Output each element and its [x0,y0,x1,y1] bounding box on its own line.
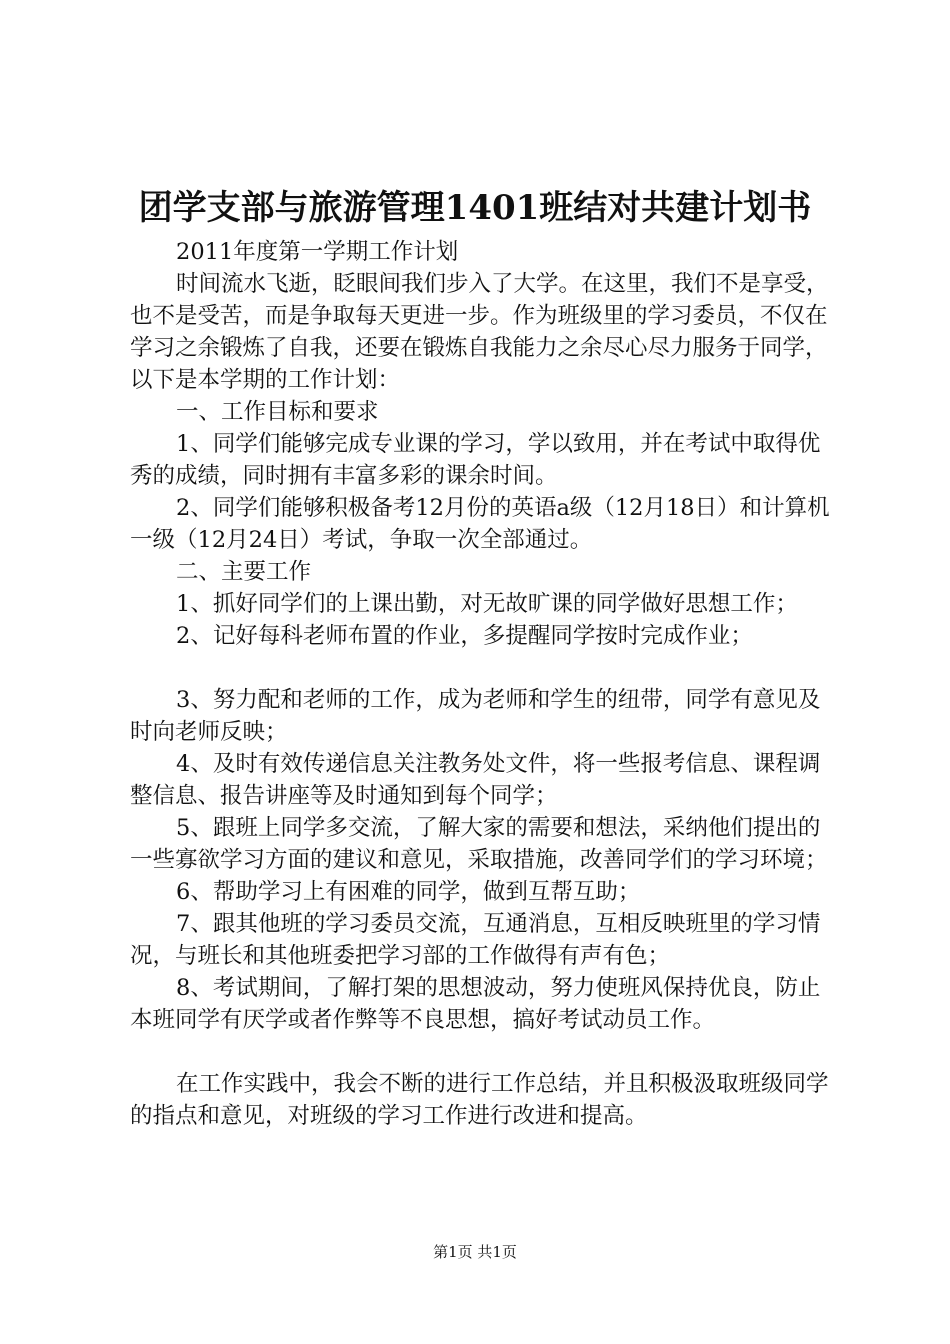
page-footer: 第1页 共1页 [433,1243,517,1261]
paragraph-work-4: 4、及时有效传递信息关注教务处文件，将一些报考信息、课程调整信息、报告讲座等及时通知到每个同学； [130,751,821,809]
heading-goals: 一、工作目标和要求 [176,399,379,425]
paragraph-work-1: 1、抓好同学们的上课出勤，对无故旷课的同学做好思想工作； [176,591,798,617]
document-title: 团学支部与旅游管理1401班结对共建计划书 [138,188,812,228]
paragraph-goal-1: 1、同学们能够完成专业课的学习，学以致用，并在考试中取得优秀的成绩，同时拥有丰富多彩的课余时间。 [130,431,821,489]
paragraph-work-3: 3、努力配和老师的工作，成为老师和学生的纽带，同学有意见及时向老师反映； [130,687,821,745]
blank-line [130,652,830,684]
paragraph-goal-2: 2、同学们能够积极备考12月份的英语a级（12月18日）和计算机一级（12月24日）考试，争取一次全部通过。 [130,495,830,553]
blank-line [130,1036,830,1068]
paragraph-conclusion: 在工作实践中，我会不断的进行工作总结，并且积极汲取班级同学的指点和意见，对班级的学习工作进行改进和提高。 [130,1071,829,1129]
paragraph-work-5: 5、跟班上同学多交流，了解大家的需要和想法，采纳他们提出的一些寡欲学习方面的建议和意见，采取措施，改善同学们的学习环境； [130,815,828,873]
paragraph-work-6: 6、帮助学习上有困难的同学，做到互帮互助； [176,879,641,905]
document-body [130,236,830,1132]
paragraph-work-7: 7、跟其他班的学习委员交流，互通消息，互相反映班里的学习情况，与班长和其他班委把学习部的工作做得有声有色； [130,911,821,969]
paragraph-semester-plan: 2011年度第一学期工作计划 [176,239,459,265]
paragraph-work-2: 2、记好每科老师布置的作业，多提醒同学按时完成作业； [176,623,753,649]
paragraph-intro: 时间流水飞逝，眨眼间我们步入了大学。在这里，我们不是享受，也不是受苦，而是争取每天更进一步。作为班级里的学习委员，不仅在学习之余锻炼了自我，还要在锻炼自我能力之余尽心尽力服务于同学，以下是本学期的工作计划： [130,271,829,393]
heading-main-work: 二、主要工作 [176,559,312,585]
paragraph-work-8: 8、考试期间，了解打架的思想波动，努力使班风保持优良，防止本班同学有厌学或者作弊等不良思想，搞好考试动员工作。 [130,975,821,1033]
